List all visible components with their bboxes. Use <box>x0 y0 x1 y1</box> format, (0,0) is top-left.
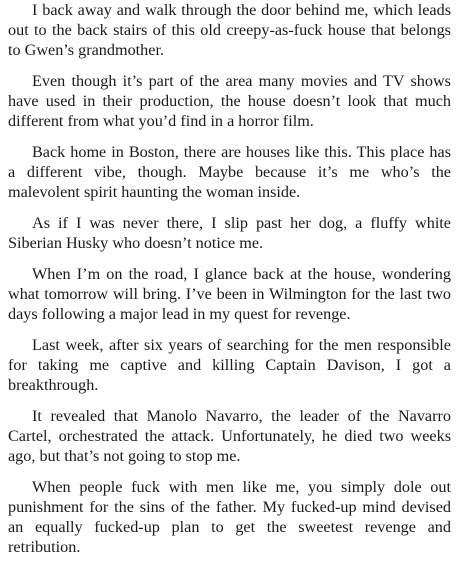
paragraph-4: As if I was never there, I slip past her dog, a fluffy white Siberian Husky who doesn’t notice me. <box>8 214 451 252</box>
paragraph-7: It revealed that Manolo Navarro, the leader of the Navarro Cartel, orchestrated the attack. Unfortunately, he died two weeks ago, but that’s not going to stop me. <box>8 407 451 465</box>
paragraph-3: Back home in Boston, there are houses like this. This place has a different vibe, though. Maybe because it’s me who’s the malevolent spirit haunting the woman inside. <box>8 143 451 201</box>
paragraph-5: When I’m on the road, I glance back at the house, wondering what tomorrow will bring. I’ve been in Wilmington for the last two days following a major lead in my quest for revenge. <box>8 265 451 323</box>
paragraph-8: When people fuck with men like me, you simply dole out punishment for the sins of the father. My fucked-up mind devised an equally fucked-up plan to get the sweetest revenge and retribution. <box>8 478 451 556</box>
paragraph-2: Even though it’s part of the area many movies and TV shows have used in their production, the house doesn’t look that much different from what you’d find in a horror film. <box>8 72 451 130</box>
paragraph-1: I back away and walk through the door behind me, which leads out to the back stairs of this old creepy-as-fuck house that belongs to Gwen’s grandmother. <box>8 1 451 59</box>
book-page <box>8 0 451 568</box>
paragraph-6: Last week, after six years of searching for the men responsible for taking me captive and killing Captain Davison, I got a breakthrough. <box>8 336 451 394</box>
